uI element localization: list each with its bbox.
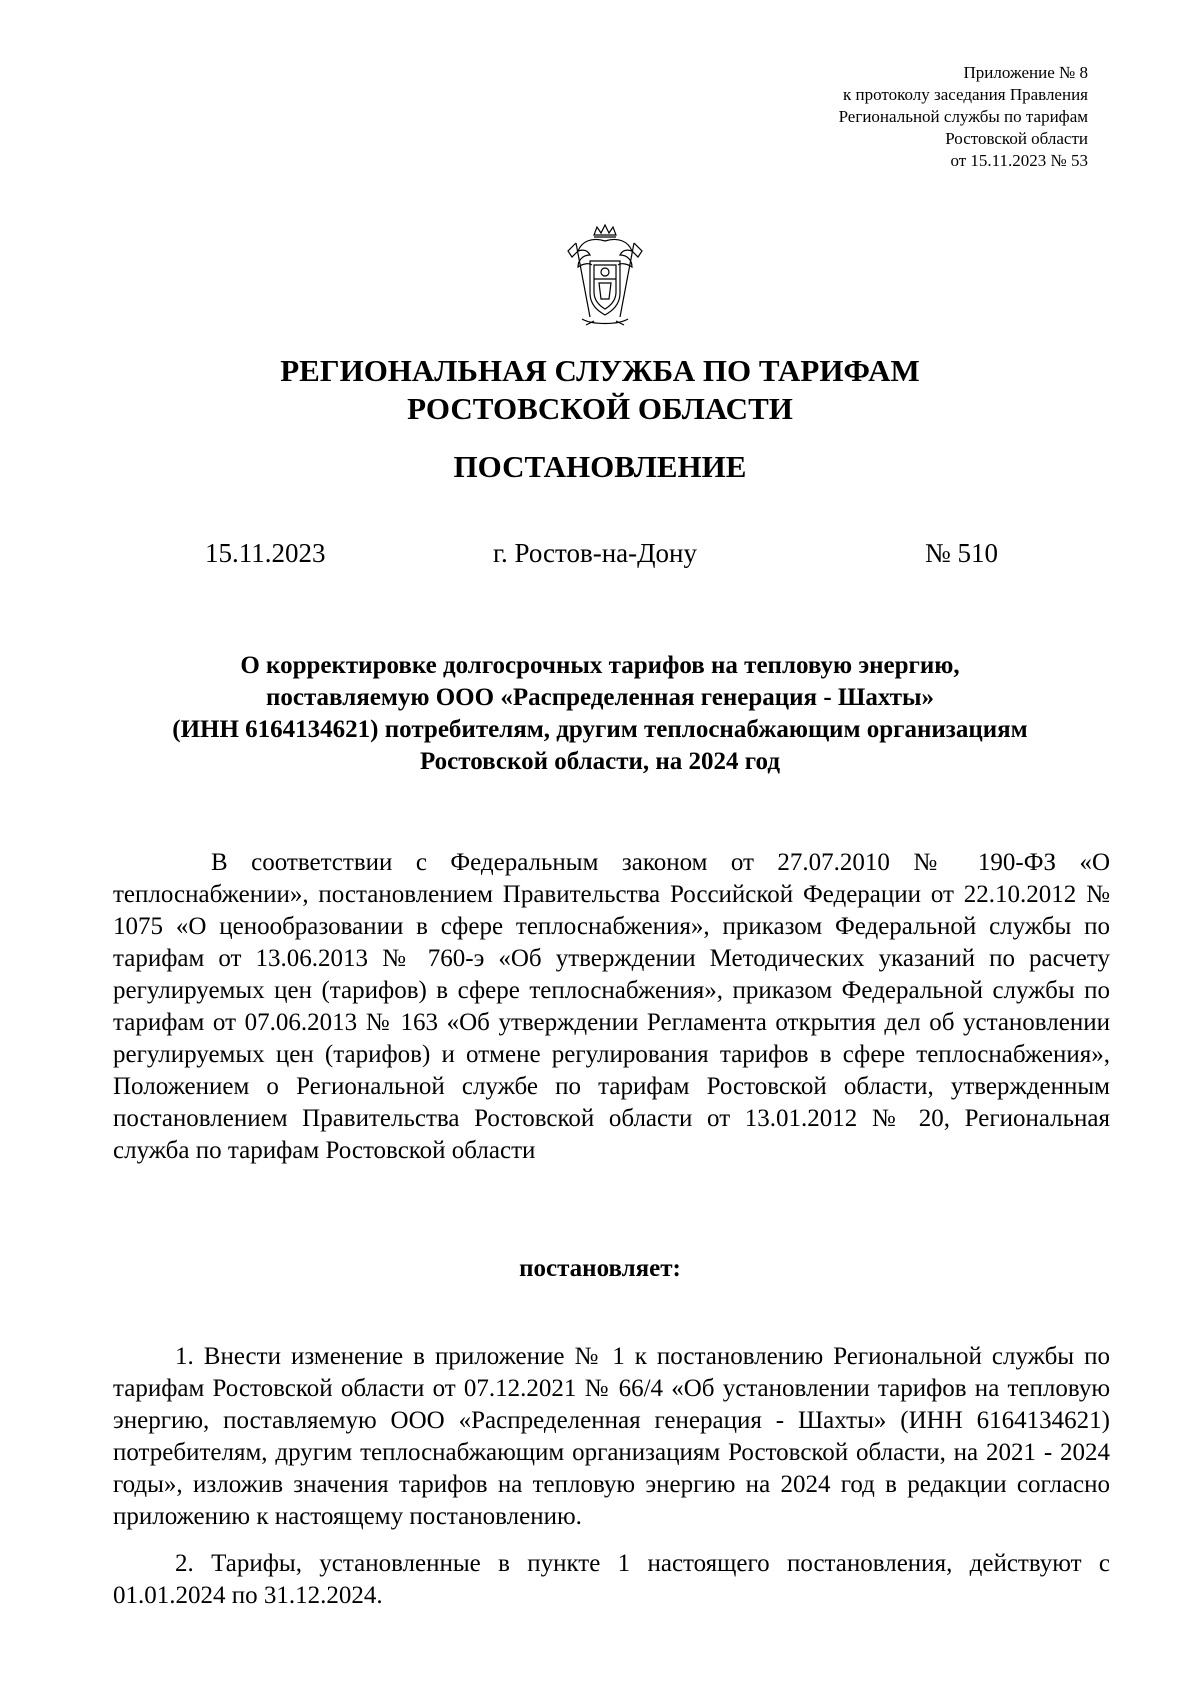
document-type: ПОСТАНОВЛЕНИЕ	[453, 449, 747, 484]
subject-line: поставляемую ООО «Распределенная генерация - Шахты»	[265, 684, 935, 711]
coat-of-arms-emblem	[564, 221, 646, 331]
document-number: № 510	[925, 538, 999, 568]
document-city: г. Ростов-на-Дону	[493, 538, 698, 568]
attachment-line: к протоколу заседания Правления	[843, 85, 1088, 104]
item-2-paragraph: 2. Тарифы, установленные в пункте 1 настоящего постановления, действуют с 01.01.2024 по 31.12.2024.	[113, 1550, 1110, 1609]
document-date: 15.11.2023	[205, 538, 326, 568]
organization-name-line1: РЕГИОНАЛЬНАЯ СЛУЖБА ПО ТАРИФАМ	[280, 353, 920, 388]
organization-name	[0, 352, 1200, 428]
organization-name-line2: РОСТОВСКОЙ ОБЛАСТИ	[407, 391, 793, 426]
attachment-line: от 15.11.2023 № 53	[950, 151, 1088, 170]
subject-line: Ростовской области, на 2024 год	[420, 748, 780, 775]
attachment-line: Региональной службы по тарифам	[838, 107, 1088, 126]
attachment-line: Ростовской области	[945, 129, 1088, 148]
decree-word: постановляет:	[519, 1255, 681, 1282]
preamble-paragraph: В соответствии с Федеральным законом от 27.07.2010 № 190-ФЗ «О теплоснабжении», постановлением Правительства Российской Федерации от 22.10.2012 № 1075 «О ценообразовании в сфере теплоснабжения», приказом Федеральной службы по тарифам от 13.06.2013 № 760-э «Об утверждении Методических указаний по расчету регулируемых цен (тарифов) в сфере теплоснабжения», приказом Федеральной службы по тарифам от 07.06.2013 № 163 «Об утверждении Регламента открытия дел об установлении регулируемых цен (тарифов) и отмене регулирования тарифов в сфере теплоснабжения», Положением о Региональной службе по тарифам Ростовской области, утвержденным постановлением Правительства Ростовской области от 13.01.2012 № 20, Региональная служба по тарифам Ростовской области	[113, 849, 1110, 1164]
attachment-note	[708, 62, 1088, 172]
item-1-paragraph: 1. Внести изменение в приложение № 1 к постановлению Региональной службы по тарифам Ростовской области от 07.12.2021 № 66/4 «Об установлении тарифов на тепловую энергию, поставляемую ООО «Распределенная генерация - Шахты» (ИНН 6164134621) потребителям, другим теплоснабжающим организациям Ростовской области, на 2021 - 2024 годы», изложив значения тарифов на тепловую энергию на 2024 год в редакции согласно приложению к настоящему постановлению.	[113, 1343, 1110, 1530]
document-subject	[100, 650, 1100, 778]
attachment-line: Приложение № 8	[963, 63, 1088, 82]
subject-line: О корректировке долгосрочных тарифов на тепловую энергию,	[240, 652, 960, 679]
subject-line: (ИНН 6164134621) потребителям, другим теплоснабжающим организациям	[172, 716, 1028, 743]
